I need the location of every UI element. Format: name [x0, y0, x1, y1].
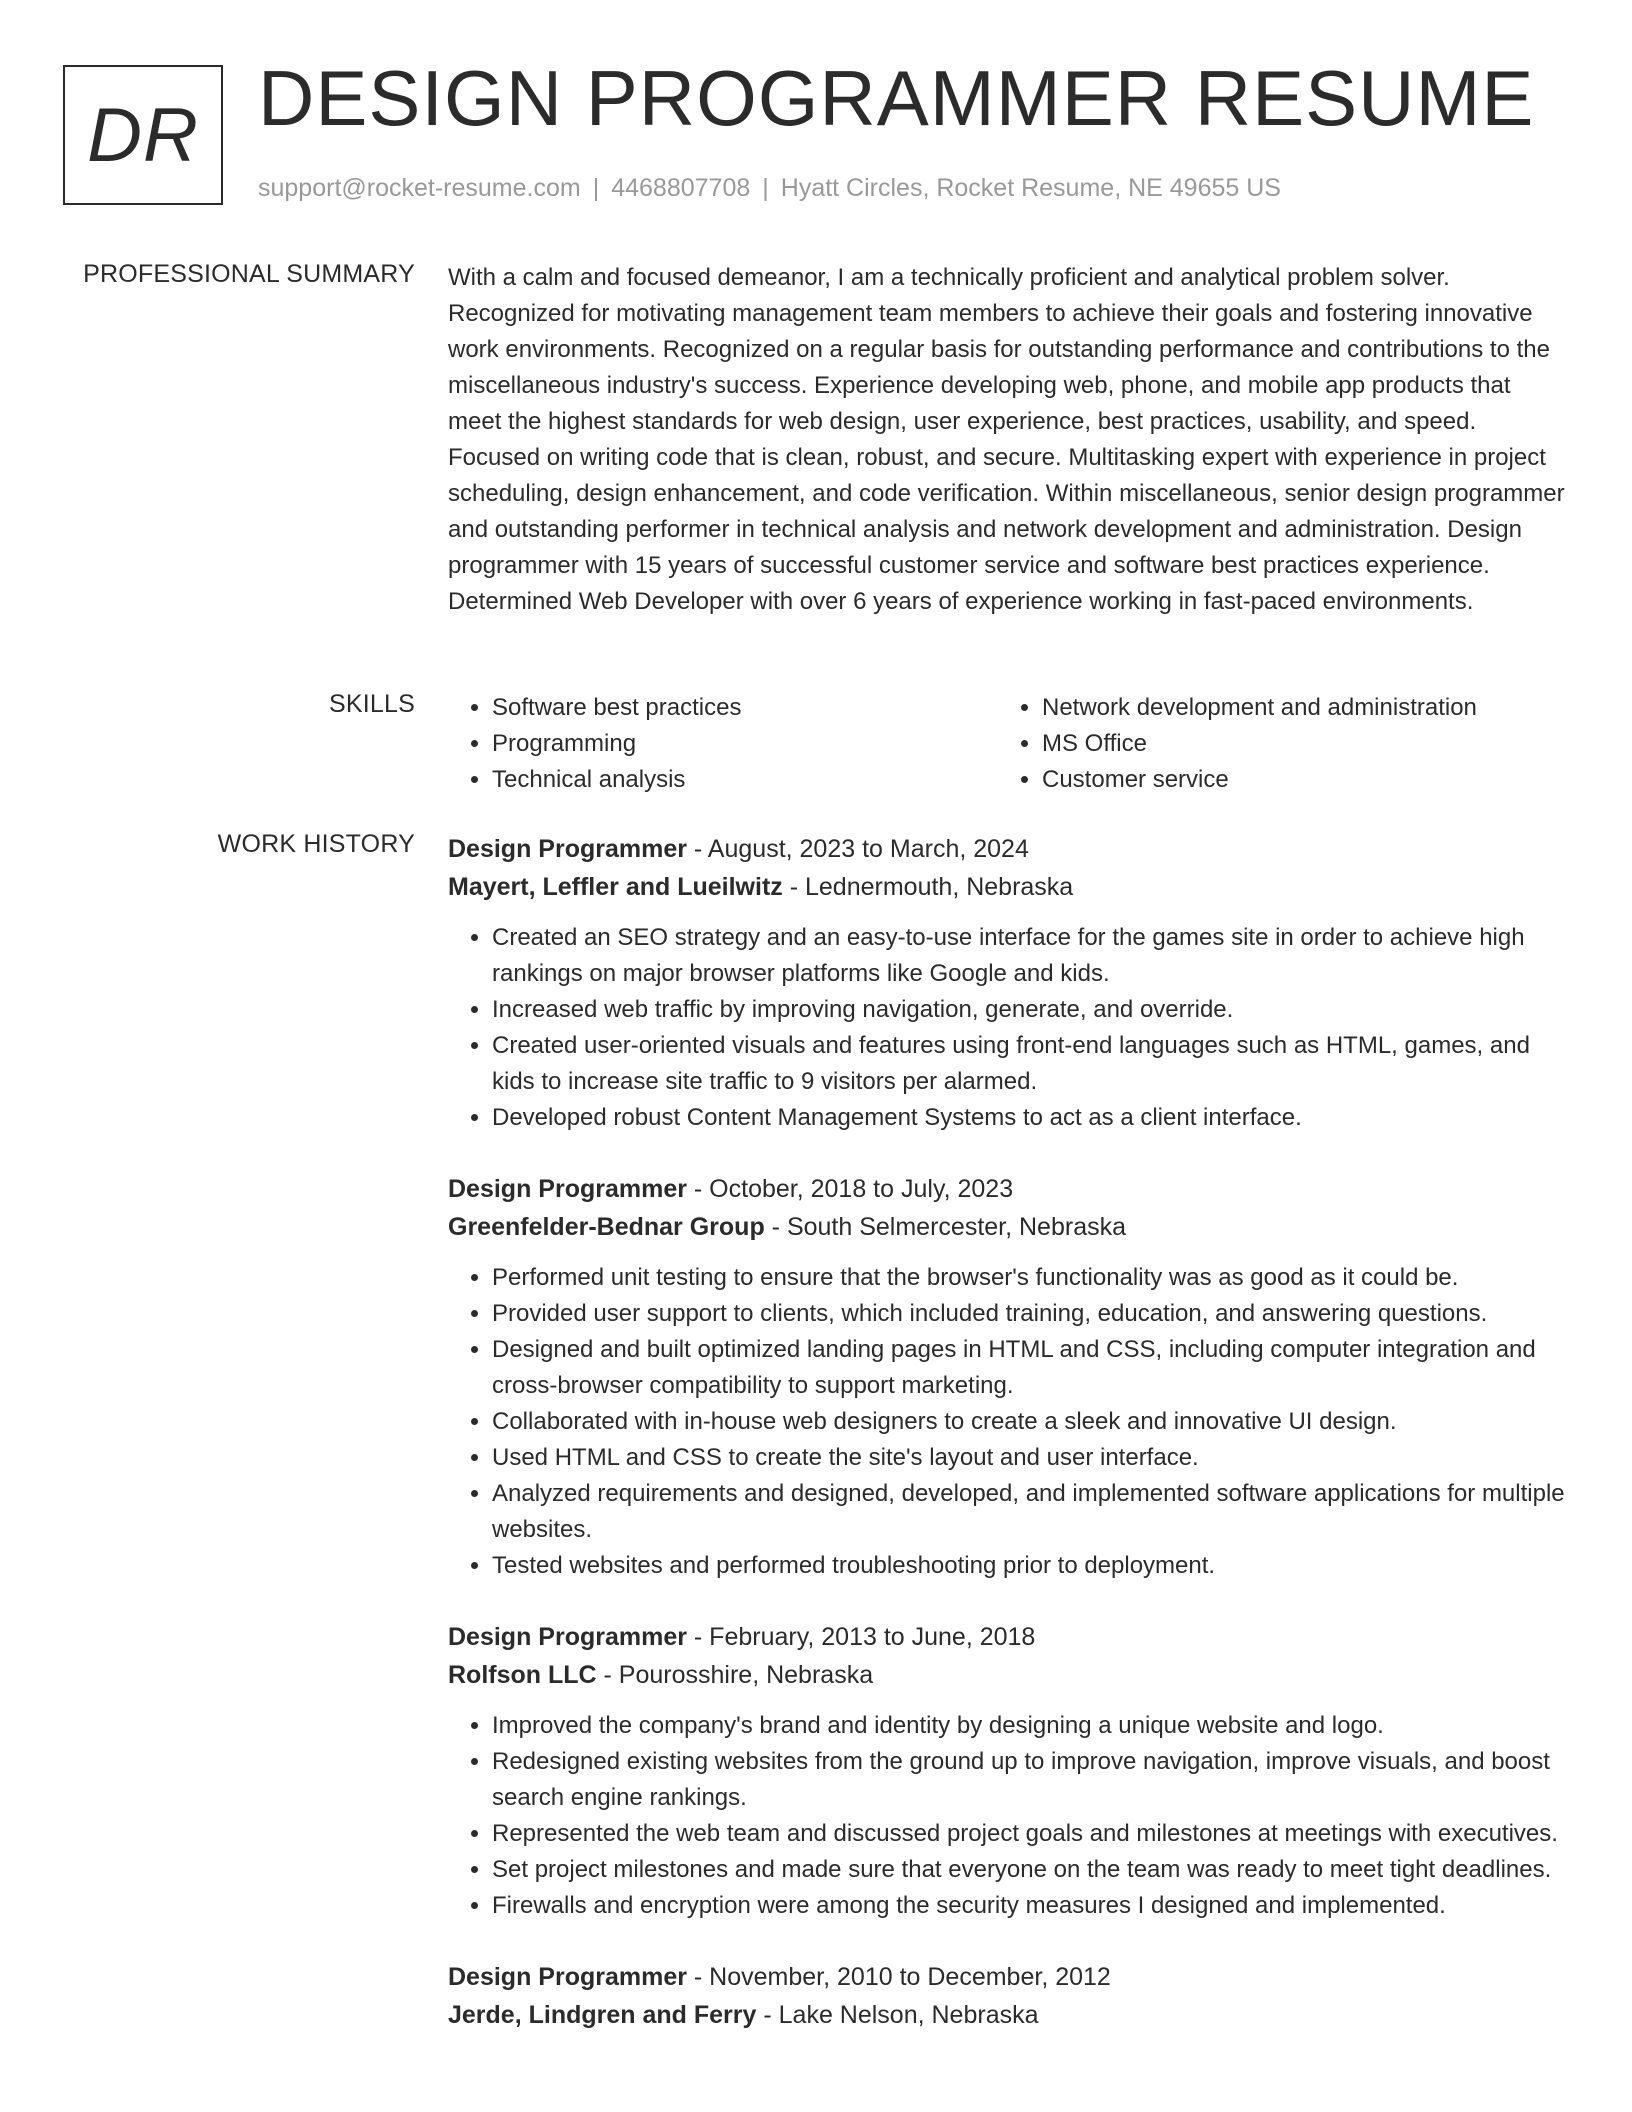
job-bullet: • Performed unit testing to ensure that the browser's functionality was as good as it could be.: [492, 1260, 1568, 1296]
job-bullet: • Redesigned existing websites from the ground up to improve navigation, improve visuals, and boost search engine rankings.: [492, 1744, 1568, 1816]
job-bullet: • Designed and built optimized landing pages in HTML and CSS, including computer integration and cross-browser compatibility to support marketing.: [492, 1332, 1568, 1404]
skill-item: • Customer service: [1042, 762, 1548, 798]
job-title: Design Programmer: [448, 1963, 687, 1991]
job-location: - Lednermouth, Nebraska: [782, 873, 1074, 901]
job-bullet: • Developed robust Content Management Systems to act as a client interface.: [492, 1100, 1568, 1136]
job-entry: [448, 1170, 1568, 1584]
summary-body: [448, 260, 1568, 620]
job-location: - South Selmercester, Nebraska: [764, 1213, 1127, 1241]
job-entry: [448, 1618, 1568, 1924]
monogram-text: DR: [87, 92, 199, 178]
job-company-line: [448, 1656, 1568, 1694]
job-bullet: • Firewalls and encryption were among the security measures I designed and implemented.: [492, 1888, 1568, 1924]
skill-item: • Network development and administration: [1042, 690, 1548, 726]
job-dates: - August, 2023 to March, 2024: [686, 835, 1029, 863]
skills-list-right: [998, 690, 1548, 798]
job-bullets: [448, 1708, 1568, 1924]
job-company: Rolfson LLC: [448, 1661, 597, 1689]
job-title-line: [448, 1618, 1568, 1656]
job-entry: [448, 830, 1568, 1136]
job-bullet: • Provided user support to clients, which included training, education, and answering questions.: [492, 1296, 1568, 1332]
contact-email: support@rocket-resume.com: [258, 174, 581, 202]
skills-body: [448, 690, 1568, 798]
monogram-logo: [63, 65, 223, 205]
job-entry: [448, 1958, 1568, 2034]
job-bullet: • Increased web traffic by improving navigation, generate, and override.: [492, 992, 1568, 1028]
work-body: [448, 830, 1568, 2068]
contact-separator: |: [592, 174, 600, 202]
job-company-line: [448, 1208, 1568, 1246]
skills-label: SKILLS: [329, 690, 415, 718]
job-title-line: [448, 1170, 1568, 1208]
job-bullet: • Set project milestones and made sure that everyone on the team was ready to meet tight deadlines.: [492, 1852, 1568, 1888]
skill-item: • Software best practices: [492, 690, 998, 726]
skill-item: • Technical analysis: [492, 762, 998, 798]
job-bullets: [448, 920, 1568, 1136]
job-dates: - October, 2018 to July, 2023: [686, 1175, 1014, 1203]
job-company: Greenfelder-Bednar Group: [448, 1213, 765, 1241]
job-bullet: • Tested websites and performed troubleshooting prior to deployment.: [492, 1548, 1568, 1584]
job-company-line: [448, 1996, 1568, 2034]
job-dates: - February, 2013 to June, 2018: [686, 1623, 1036, 1651]
job-bullet: • Collaborated with in-house web designers to create a sleek and innovative UI design.: [492, 1404, 1568, 1440]
contact-address: Hyatt Circles, Rocket Resume, NE 49655 US: [780, 174, 1281, 202]
job-location: - Pourosshire, Nebraska: [596, 1661, 874, 1689]
job-bullet: • Used HTML and CSS to create the site's layout and user interface.: [492, 1440, 1568, 1476]
job-bullet: • Created user-oriented visuals and features using front-end languages such as HTML, games, and kids to increase site traffic to 9 visitors per alarmed.: [492, 1028, 1568, 1100]
skill-item: • MS Office: [1042, 726, 1548, 762]
job-title-line: [448, 1958, 1568, 1996]
skills-list-left: [448, 690, 998, 798]
resume-title: DESIGN PROGRAMMER RESUME: [258, 54, 1535, 142]
job-dates: - November, 2010 to December, 2012: [686, 1963, 1111, 1991]
work-label: WORK HISTORY: [217, 830, 415, 858]
job-bullet: • Improved the company's brand and identity by designing a unique website and logo.: [492, 1708, 1568, 1744]
job-company-line: [448, 868, 1568, 906]
job-company: Mayert, Leffler and Lueilwitz: [448, 873, 783, 901]
job-bullets: [448, 1260, 1568, 1584]
summary-text: With a calm and focused demeanor, I am a technically proficient and analytical problem solver. Recognized for motivating management team members to achieve their goals and fostering innovative work environments. Recognized on a regular basis for outstanding performance and contributions to the miscellaneous industry's success. Experience developing web, phone, and mobile app products that meet the highest standards for web design, user experience, best practices, usability, and speed. Focused on writing code that is clean, robust, and secure. Multitasking expert with experience in project scheduling, design enhancement, and code verification. Within miscellaneous, senior design programmer and outstanding performer in technical analysis and network development and administration. Design programmer with 15 years of successful customer service and software best practices experience. Determined Web Developer with over 6 years of experience working in fast-paced environments.: [448, 264, 1565, 615]
job-bullet: • Created an SEO strategy and an easy-to-use interface for the games site in order to achieve high rankings on major browser platforms like Google and kids.: [492, 920, 1568, 992]
job-title: Design Programmer: [448, 1175, 687, 1203]
contact-phone: 4468807708: [611, 174, 751, 202]
summary-label: PROFESSIONAL SUMMARY: [83, 260, 415, 288]
job-title: Design Programmer: [448, 835, 687, 863]
job-location: - Lake Nelson, Nebraska: [756, 2001, 1039, 2029]
contact-separator: |: [762, 174, 769, 202]
job-bullet: • Analyzed requirements and designed, developed, and implemented software applications for multiple websites.: [492, 1476, 1568, 1548]
contact-line: [258, 174, 1281, 203]
skill-item: • Programming: [492, 726, 998, 762]
job-title: Design Programmer: [448, 1623, 687, 1651]
job-title-line: [448, 830, 1568, 868]
job-company: Jerde, Lindgren and Ferry: [448, 2001, 757, 2029]
job-bullet: • Represented the web team and discussed project goals and milestones at meetings with executives.: [492, 1816, 1568, 1852]
